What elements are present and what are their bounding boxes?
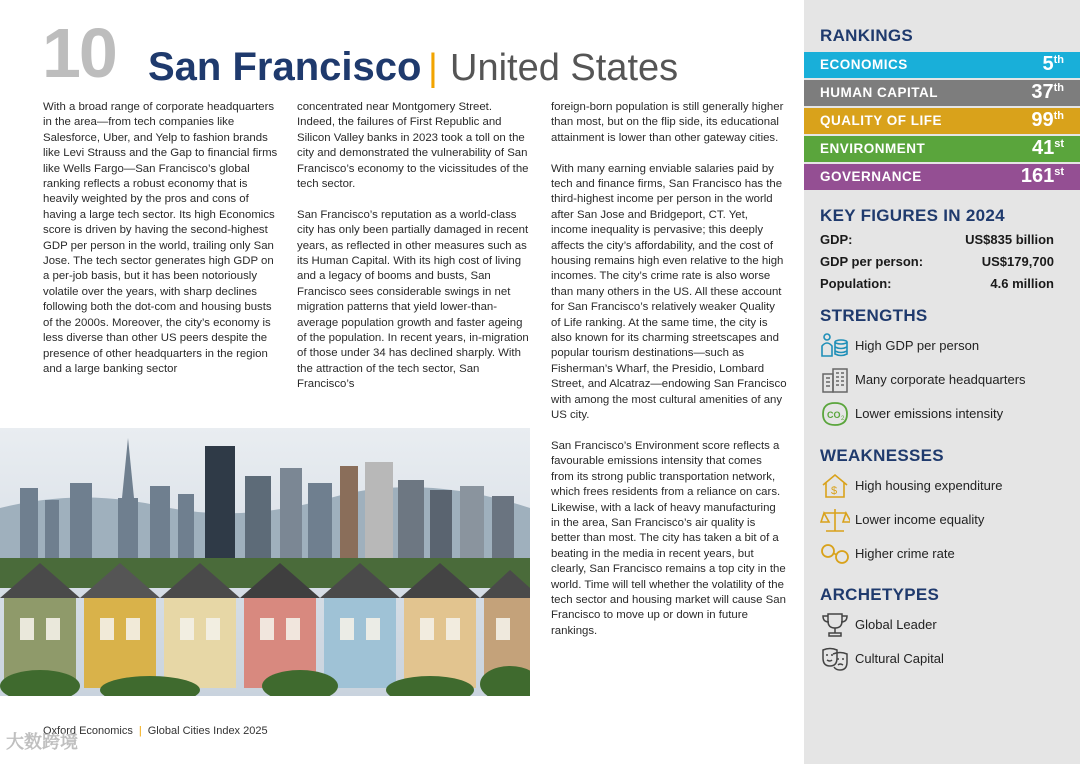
body-column-1 xyxy=(43,100,279,393)
city-title: San Francisco xyxy=(148,45,422,89)
paragraph: concentrated near Montgomery Street. Indeed, the failures of First Republic and Silicon Valley banks in 2023 took a toll on the city and demonstrated the vulnerability of San Francisco’s economy to the vicissitudes of the tech sector. xyxy=(297,101,529,191)
svg-text:$: $ xyxy=(831,485,838,497)
strength-text: High GDP per person xyxy=(855,338,980,353)
ranking-value: 41st xyxy=(1031,137,1064,159)
key-figure-gdp-per-person: GDP per person: US$179,700 xyxy=(820,254,1054,269)
footer-brand: Oxford Economics xyxy=(43,725,133,737)
weaknesses-heading: WEAKNESSES xyxy=(820,446,944,465)
theatre-masks-icon xyxy=(820,645,850,673)
key-figures-heading: KEY FIGURES IN 2024 xyxy=(820,206,1005,225)
ranking-value: 5th xyxy=(1042,53,1064,75)
ranking-quality-of-life xyxy=(804,108,1080,134)
strength-text: Many corporate headquarters xyxy=(855,372,1026,387)
paragraph: San Francisco’s reputation as a world-class city has only been partially damaged in recent years, as reflected in other measures such as its Human Capital. With its high cost of living and a legacy of booms and busts, San Francisco sees considerable swings in net migration patterns that yield lower-than-average population growth and faster ageing of the population. In recent years, in-migration of those under 34 has declined sharply. With the attraction of the tech sector, San Francisco’s xyxy=(297,208,529,391)
ranking-environment xyxy=(804,136,1080,162)
paragraph: foreign-born population is still generally higher than most, but on the flip side, its educational attainment is lower than other gateway cities. xyxy=(551,101,784,144)
paragraph: San Francisco’s Environment score reflects a favourable emissions intensity that comes from its strong public transportation network, which frees residents from a reliance on cars. Likewise, with a lack of heavy manufacturing in the area, San Francisco’s air quality is better than most. The city has taken a bit of a beating in the media in recent years, but clearly, San Francisco remains a top city in the world. Time will tell whether the volatility of the tech sector and housing market will cause San Francisco to move up or down in future rankings. xyxy=(551,439,786,637)
office-building-icon xyxy=(820,366,850,394)
rank-number: 10 xyxy=(42,14,116,92)
weakness-item xyxy=(820,506,1070,534)
strength-item xyxy=(820,332,1070,360)
weakness-text: High housing expenditure xyxy=(855,478,1003,493)
ranking-label: GOVERNANCE xyxy=(820,169,922,184)
paragraph: With many earning enviable salaries paid by tech and finance firms, San Francisco has the third-highest income per person in the world after San Jose and Bridgeport, CT. Yet, income inequality is pervasive; this deeply affects the city’s affordability, and the cost of housing remains high even relative to the high incomes. The city’s crime rate is also worse than many others in the US. All these account for San Francisco’s relatively weaker Quality of Life ranking. At the same time, the city is also known for its charming streetscapes and popular tourism destinations—such as Fisherman’s Wharf, the Presidio, Lombard Street, and Alcatraz—endowing San Francisco with among the most cultural amenities of any US city. xyxy=(551,162,787,422)
ranking-label: QUALITY OF LIFE xyxy=(820,113,942,128)
strengths-heading: STRENGTHS xyxy=(820,306,928,325)
watermark: 大数跨境 xyxy=(6,732,78,752)
strength-item xyxy=(820,366,1070,394)
archetype-item xyxy=(820,645,1070,673)
archetypes-heading: ARCHETYPES xyxy=(820,585,940,604)
country-title: United States xyxy=(450,47,679,89)
svg-text:CO: CO xyxy=(827,410,841,420)
city-skyline-photo xyxy=(0,428,530,696)
archetype-text: Global Leader xyxy=(855,617,937,632)
archetype-item xyxy=(820,611,1070,639)
title-separator: | xyxy=(428,47,438,89)
strength-item xyxy=(820,400,1070,428)
co2-leaf-icon xyxy=(820,400,850,428)
weakness-item xyxy=(820,472,1070,500)
key-figure-gdp: GDP: US$835 billion xyxy=(820,232,1054,247)
footer-publication: Global Cities Index 2025 xyxy=(147,725,268,737)
rankings-heading: RANKINGS xyxy=(820,26,914,45)
weakness-item xyxy=(820,540,1070,568)
weakness-text: Lower income equality xyxy=(855,512,985,527)
body-column-3 xyxy=(551,100,787,655)
ranking-economics xyxy=(804,52,1080,78)
archetype-text: Cultural Capital xyxy=(855,651,944,666)
handcuffs-icon xyxy=(820,540,850,568)
house-dollar-icon xyxy=(820,472,850,500)
ranking-label: ENVIRONMENT xyxy=(820,141,926,156)
weakness-text: Higher crime rate xyxy=(855,546,955,561)
people-coins-icon xyxy=(820,332,850,360)
ranking-value: 161st xyxy=(1020,165,1064,187)
trophy-icon xyxy=(820,611,850,639)
ranking-label: ECONOMICS xyxy=(820,57,908,72)
footer-separator: | xyxy=(138,725,142,737)
ranking-label: HUMAN CAPITAL xyxy=(820,85,938,100)
ranking-governance xyxy=(804,164,1080,190)
ranking-value: 37th xyxy=(1031,81,1064,103)
strength-text: Lower emissions intensity xyxy=(855,406,1004,421)
sidebar xyxy=(804,0,1080,764)
scales-icon xyxy=(820,506,850,534)
paragraph: With a broad range of corporate headquarters in the area—from tech companies like Salesforce, Uber, and Yelp to fashion brands like Levi Strauss and the Gap to financial firms like Wells Fargo—San Francisco’s global ranking reflects a robust economy that is heavily weighted by the pros and cons of having a large tech sector. Its high Economics score is driven by having the second-highest GDP per person in the world, trailing only San Jose. The tech sector generates high GDP on a per-job basis, but it has been notoriously volatile over the years, with sharp declines following both the dot-com and housing busts of the 2000s. Moreover, the city’s economy is less diverse than other US peers despite the presence of other headquarters in the region and a large banking sector xyxy=(43,101,278,375)
ranking-value: 99th xyxy=(1031,109,1064,131)
key-figure-population: Population: 4.6 million xyxy=(820,276,1054,291)
svg-text:2: 2 xyxy=(841,416,845,422)
ranking-human-capital xyxy=(804,80,1080,106)
body-column-2 xyxy=(297,100,533,408)
